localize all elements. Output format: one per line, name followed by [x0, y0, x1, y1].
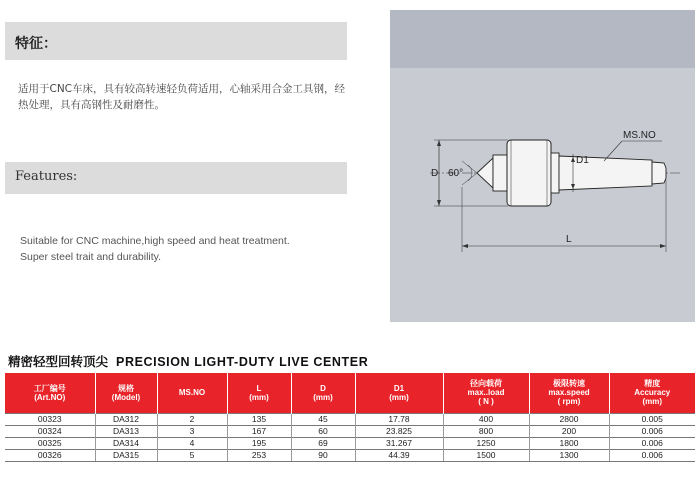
cell-d: 60 [291, 425, 355, 437]
cell-accuracy: 0.006 [609, 437, 695, 449]
spec-table [5, 373, 695, 462]
cell-art-no: 00325 [5, 437, 95, 449]
cell-model: DA315 [95, 449, 157, 461]
cell-max-speed: 200 [529, 425, 609, 437]
cell-d: 69 [291, 437, 355, 449]
cell-d: 90 [291, 449, 355, 461]
cell-model: DA312 [95, 413, 157, 425]
features-cn-header [5, 22, 347, 60]
cell-accuracy: 0.006 [609, 449, 695, 461]
shank-tang [652, 162, 666, 184]
cell-art-no: 00323 [5, 413, 95, 425]
cell-model: DA314 [95, 437, 157, 449]
table-row [5, 413, 695, 425]
cell-l: 253 [227, 449, 291, 461]
features-en-text [20, 233, 350, 265]
features-cn-text: 适用于CNC车床，具有较高转速轻负荷适用，心轴采用合金工具钢，经热处理，具有高钢性及耐磨性。 [18, 83, 346, 111]
features-en-line: Suitable for CNC machine,high speed and heat treatment. [20, 235, 290, 247]
table-title [8, 352, 368, 370]
angle-line-top [462, 161, 477, 173]
table-row [5, 437, 695, 449]
l-arrow-right [660, 244, 666, 248]
cell-accuracy: 0.005 [609, 413, 695, 425]
cell-d1: 31.267 [355, 437, 443, 449]
header-d: D (mm) [291, 373, 355, 413]
header-ms-no: MS.NO [157, 373, 227, 413]
spindle-neck [493, 155, 507, 191]
live-center-drawing [390, 10, 695, 322]
cell-max-speed: 2800 [529, 413, 609, 425]
cell-max-load: 400 [443, 413, 529, 425]
features-en-line: Super steel trait and durability. [20, 251, 162, 263]
header-d1: D1 (mm) [355, 373, 443, 413]
cell-ms-no: 2 [157, 413, 227, 425]
angle-label: 60° [448, 168, 464, 179]
header-l: L (mm) [227, 373, 291, 413]
cell-d1: 44.39 [355, 449, 443, 461]
cell-d1: 17.78 [355, 413, 443, 425]
l-label: L [566, 234, 572, 245]
header-model: 规格 (Model) [95, 373, 157, 413]
cell-ms-no: 4 [157, 437, 227, 449]
features-en-header [5, 162, 347, 194]
d-arrow-bottom [437, 200, 441, 206]
header-max-load: 径向载荷 max..load ( N ) [443, 373, 529, 413]
cell-l: 167 [227, 425, 291, 437]
table-row [5, 425, 695, 437]
cell-art-no: 00324 [5, 425, 95, 437]
cell-model: DA313 [95, 425, 157, 437]
table-row [5, 449, 695, 461]
cell-max-speed: 1300 [529, 449, 609, 461]
cell-l: 135 [227, 413, 291, 425]
cell-accuracy: 0.006 [609, 425, 695, 437]
l-arrow-left [462, 244, 468, 248]
features-en-title: Features: [15, 169, 78, 184]
cell-ms-no: 3 [157, 425, 227, 437]
table-title-cn: 精密轻型回转顶尖 [8, 354, 109, 369]
table-header-row [5, 373, 695, 413]
cell-d1: 23.825 [355, 425, 443, 437]
cell-d: 45 [291, 413, 355, 425]
header-max-speed: 极限转速 max.speed ( rpm) [529, 373, 609, 413]
d1-label: D1 [576, 155, 589, 166]
header-accuracy: 精度 Accuracy (mm) [609, 373, 695, 413]
bearing-body [507, 140, 551, 206]
cell-max-load: 1500 [443, 449, 529, 461]
header-art-no: 工厂编号 (Art.NO) [5, 373, 95, 413]
features-cn-title: 特征： [15, 36, 57, 52]
table-title-en: PRECISION LIGHT-DUTY LIVE CENTER [116, 355, 369, 369]
live-center-svg [390, 10, 695, 322]
angle-line-bottom [462, 173, 477, 185]
d-arrow-top [437, 140, 441, 146]
cell-ms-no: 5 [157, 449, 227, 461]
cell-max-speed: 1800 [529, 437, 609, 449]
cell-max-load: 800 [443, 425, 529, 437]
cell-max-load: 1250 [443, 437, 529, 449]
cell-art-no: 00326 [5, 449, 95, 461]
ms-no-label: MS.NO [623, 130, 656, 141]
collar [551, 153, 559, 193]
cell-l: 195 [227, 437, 291, 449]
d-label: D [431, 168, 439, 179]
cone-tip [477, 158, 493, 188]
